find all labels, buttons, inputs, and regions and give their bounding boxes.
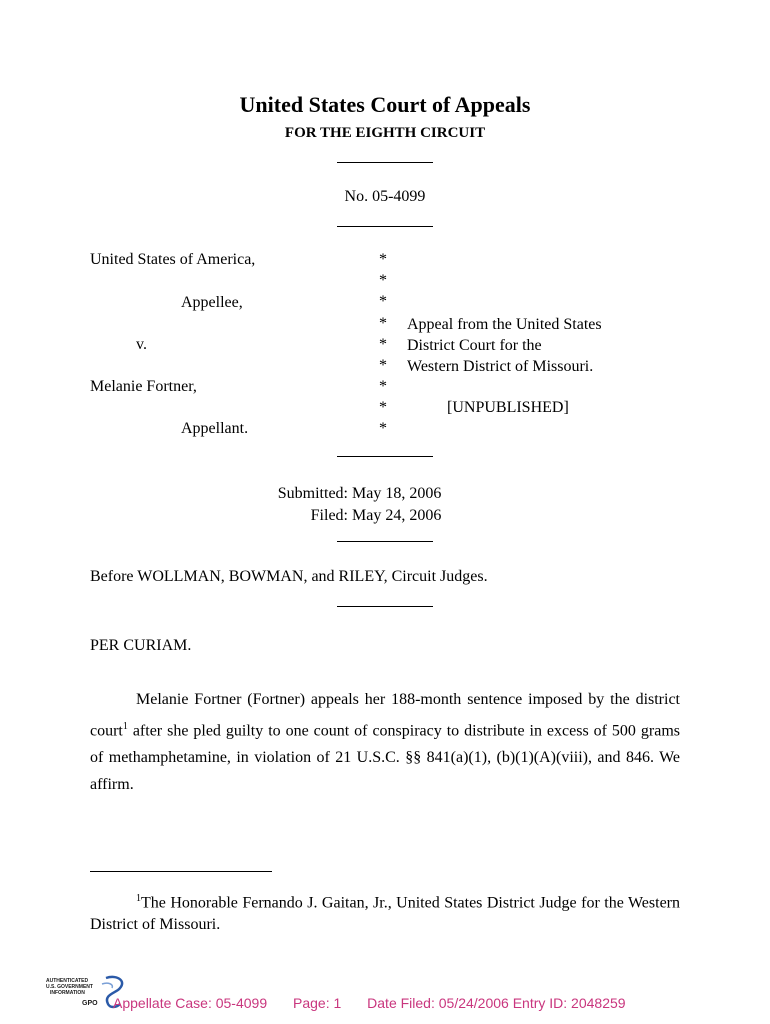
defendant-name: Melanie Fortner, — [90, 378, 197, 395]
separator-line — [337, 456, 433, 457]
caption-star: * — [379, 336, 387, 353]
caption-star: * — [379, 378, 387, 395]
opinion-paragraph — [90, 686, 680, 798]
appeal-from-line: Western District of Missouri. — [407, 358, 594, 375]
defendant-role: Appellant. — [181, 420, 249, 437]
caption-star: * — [379, 251, 387, 268]
caption-star: * — [379, 357, 387, 374]
separator-line — [337, 226, 433, 227]
per-curiam-heading: PER CURIAM. — [90, 637, 192, 654]
opinion-text-part2: after she pled guilty to one count of conspiracy to distribute in excess of 500 grams of methamphetamine, in violation of 21 U.S.C. §§ 841(a)(1), (b)(1)(A)(viii), and 846. We affirm. — [90, 722, 680, 794]
docket-number: No. 05-4099 — [344, 188, 426, 205]
separator-line — [337, 162, 433, 163]
footnote-mark: 1 — [136, 893, 141, 904]
footnote-rule — [90, 871, 272, 872]
submitted-label: Submitted: — [277, 485, 348, 502]
caption-star: * — [379, 420, 387, 437]
filed-date: May 24, 2006 — [352, 507, 442, 524]
footer-date-filed: Date Filed: 05/24/2006 Entry ID: 2048259 — [367, 995, 626, 1011]
circuit-name: FOR THE EIGHTH CIRCUIT — [284, 125, 486, 141]
gpo-logo-text: AUTHENTICATED — [46, 978, 89, 984]
versus: v. — [136, 336, 147, 353]
plaintiff-name: United States of America, — [90, 251, 256, 268]
court-title: United States Court of Appeals — [239, 92, 531, 117]
separator-line — [337, 606, 433, 607]
filed-label: Filed: — [310, 507, 348, 524]
panel-judges: Before WOLLMAN, BOWMAN, and RILEY, Circuit Judges. — [90, 568, 488, 585]
gpo-logo-text: U.S. GOVERNMENT — [46, 984, 93, 990]
caption-star: * — [379, 315, 387, 332]
caption-star: * — [379, 272, 387, 289]
ecf-footer — [113, 995, 648, 1011]
gpo-logo-mark: GPO — [82, 1000, 98, 1007]
footnote — [90, 888, 680, 936]
filed-line — [268, 505, 441, 527]
footer-case-number: Appellate Case: 05-4099 — [113, 995, 268, 1011]
appeal-from-line: Appeal from the United States — [407, 316, 602, 333]
caption-star: * — [379, 293, 387, 310]
caption-star: * — [379, 399, 387, 416]
submitted-line — [268, 483, 441, 505]
footnote-reference[interactable]: 1 — [122, 721, 128, 732]
gpo-logo-text: INFORMATION — [50, 990, 85, 996]
eagle-wing-icon — [102, 983, 112, 988]
appeal-from-line: District Court for the — [407, 337, 542, 354]
submitted-date: May 18, 2006 — [352, 485, 442, 502]
footnote-text: The Honorable Fernando J. Gaitan, Jr., United States District Judge for the Western District of Missouri. — [90, 894, 680, 934]
separator-line — [337, 541, 433, 542]
plaintiff-role: Appellee, — [181, 294, 243, 311]
footer-page: Page: 1 — [293, 995, 342, 1011]
unpublished-label: [UNPUBLISHED] — [447, 399, 569, 416]
opinion-text-part1: Melanie Fortner (Fortner) appeals her 188-month sentence imposed by the district court — [90, 691, 680, 740]
